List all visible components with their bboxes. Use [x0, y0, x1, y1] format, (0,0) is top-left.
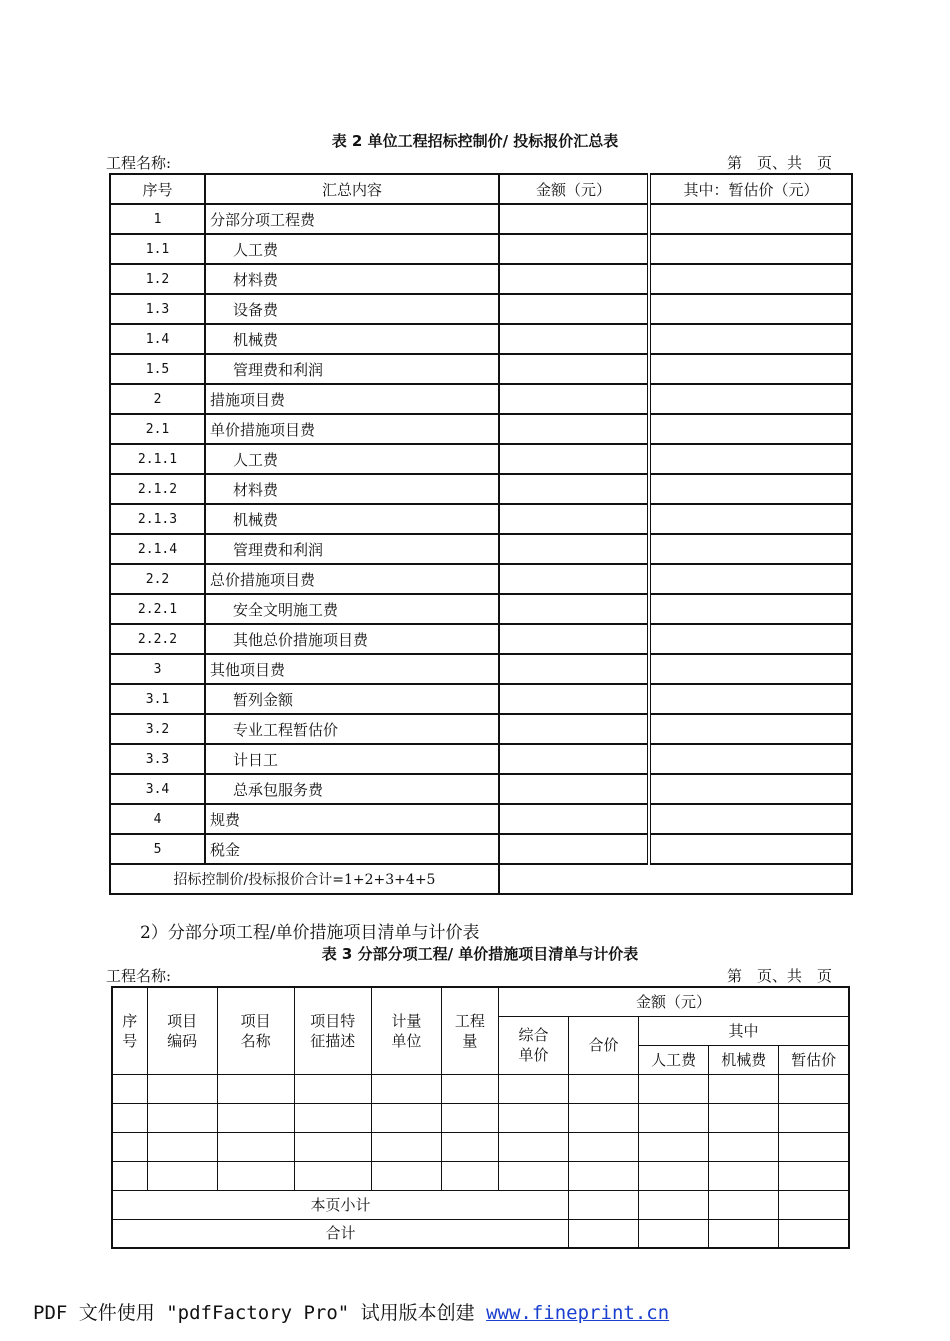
row-seq: 1.4: [110, 324, 205, 354]
table-row: [112, 1132, 849, 1161]
row-amount-cell: [499, 744, 649, 774]
empty-cell: [709, 1132, 779, 1161]
table-row: [110, 534, 852, 564]
empty-cell: [709, 1190, 779, 1219]
row-provisional-cell: [649, 744, 852, 774]
empty-cell: [709, 1074, 779, 1103]
row-content: 管理费和利润: [205, 354, 499, 384]
row-content: 材料费: [205, 264, 499, 294]
row-amount-cell: [499, 594, 649, 624]
row-seq: 2.1.1: [110, 444, 205, 474]
table-row: [110, 354, 852, 384]
row-amount-cell: [499, 714, 649, 744]
empty-cell: [441, 1103, 498, 1132]
empty-cell: [709, 1161, 779, 1190]
header-amount: 金额（元）: [499, 174, 649, 204]
row-amount-cell: [499, 834, 649, 864]
row-content: 分部分项工程费: [205, 204, 499, 234]
table-row: [112, 1074, 849, 1103]
empty-cell: [498, 1103, 568, 1132]
empty-cell: [294, 1103, 371, 1132]
row-provisional-cell: [649, 714, 852, 744]
empty-cell: [639, 1103, 709, 1132]
empty-cell: [217, 1161, 294, 1190]
row-seq: 3.2: [110, 714, 205, 744]
total-label: 招标控制价/投标报价合计=1+2+3+4+5: [110, 864, 499, 894]
table-row: [110, 684, 852, 714]
empty-cell: [147, 1132, 217, 1161]
empty-cell: [371, 1161, 441, 1190]
empty-cell: [371, 1132, 441, 1161]
empty-cell: [569, 1132, 639, 1161]
empty-cell: [569, 1190, 639, 1219]
empty-cell: [639, 1132, 709, 1161]
empty-cell: [217, 1074, 294, 1103]
row-seq: 2.1: [110, 414, 205, 444]
row-amount-cell: [499, 354, 649, 384]
row-amount-cell: [499, 204, 649, 234]
row-seq: 5: [110, 834, 205, 864]
empty-cell: [569, 1074, 639, 1103]
subtotal-row: [112, 1190, 849, 1219]
row-content: 总价措施项目费: [205, 564, 499, 594]
row-provisional-cell: [649, 564, 852, 594]
row-amount-cell: [499, 234, 649, 264]
row-provisional-cell: [649, 504, 852, 534]
row-seq: 1.2: [110, 264, 205, 294]
empty-cell: [112, 1074, 147, 1103]
section-heading: 2）分部分项工程/单价措施项目清单与计价表: [140, 923, 480, 943]
row-provisional-cell: [649, 444, 852, 474]
row-provisional-cell: [649, 834, 852, 864]
table-row: [110, 774, 852, 804]
row-seq: 2.1.4: [110, 534, 205, 564]
header-seq: 序号: [110, 174, 205, 204]
row-provisional-cell: [649, 594, 852, 624]
table-row: [110, 804, 852, 834]
row-content: 其他项目费: [205, 654, 499, 684]
row-content: 单价措施项目费: [205, 414, 499, 444]
pricing-table: [111, 986, 850, 1249]
total-row: [110, 864, 852, 894]
row-provisional-cell: [649, 384, 852, 414]
row-provisional-cell: [649, 684, 852, 714]
row-amount-cell: [499, 264, 649, 294]
table-row: [110, 624, 852, 654]
header-content: 汇总内容: [205, 174, 499, 204]
row-seq: 1.3: [110, 294, 205, 324]
table-row: [110, 204, 852, 234]
row-seq: 2.2: [110, 564, 205, 594]
footer-link[interactable]: www.fineprint.cn: [486, 1302, 670, 1324]
row-content: 专业工程暂估价: [205, 714, 499, 744]
row-content: 计日工: [205, 744, 499, 774]
table-row: [110, 234, 852, 264]
row-seq: 4: [110, 804, 205, 834]
empty-cell: [147, 1161, 217, 1190]
header-unit-price: 综合单价: [498, 1016, 568, 1074]
row-seq: 3.3: [110, 744, 205, 774]
empty-cell: [294, 1161, 371, 1190]
empty-cell: [498, 1074, 568, 1103]
header-item-code: 项目编码: [147, 987, 217, 1074]
row-amount-cell: [499, 774, 649, 804]
empty-cell: [639, 1219, 709, 1248]
table3-title: 表 3 分部分项工程/ 单价措施项目清单与计价表: [321, 945, 639, 963]
row-amount-cell: [499, 444, 649, 474]
table-row: [110, 294, 852, 324]
row-amount-cell: [499, 564, 649, 594]
table2-project-label: 工程名称:: [106, 154, 172, 172]
header-provisional: 暂估价: [779, 1045, 849, 1074]
table-row: [110, 714, 852, 744]
row-provisional-cell: [649, 774, 852, 804]
empty-cell: [569, 1219, 639, 1248]
row-amount-cell: [499, 294, 649, 324]
empty-cell: [112, 1132, 147, 1161]
row-seq: 2: [110, 384, 205, 414]
header-amount: 金额（元）: [498, 987, 849, 1016]
row-content: 措施项目费: [205, 384, 499, 414]
header-of-which: 其中: [639, 1016, 849, 1045]
empty-cell: [217, 1103, 294, 1132]
table2-page-label: 第 页、共 页: [727, 154, 833, 172]
total-row-label: 合计: [112, 1219, 569, 1248]
row-provisional-cell: [649, 294, 852, 324]
table-row: [112, 1103, 849, 1132]
row-amount-cell: [499, 384, 649, 414]
row-provisional-cell: [649, 324, 852, 354]
table-row: [110, 444, 852, 474]
row-content: 规费: [205, 804, 499, 834]
row-provisional-cell: [649, 534, 852, 564]
footer-text: PDF 文件使用 "pdfFactory Pro" 试用版本创建: [33, 1302, 487, 1324]
empty-cell: [441, 1161, 498, 1190]
row-provisional-cell: [649, 204, 852, 234]
row-amount-cell: [499, 804, 649, 834]
row-content: 人工费: [205, 234, 499, 264]
summary-table: [109, 173, 853, 895]
empty-cell: [441, 1074, 498, 1103]
row-content: 人工费: [205, 444, 499, 474]
empty-cell: [569, 1103, 639, 1132]
table-row: [110, 504, 852, 534]
table-row: [110, 744, 852, 774]
row-seq: 1.1: [110, 234, 205, 264]
row-seq: 1: [110, 204, 205, 234]
table3-project-label: 工程名称:: [106, 967, 172, 985]
row-amount-cell: [499, 414, 649, 444]
row-seq: 2.2.1: [110, 594, 205, 624]
table-row: [110, 564, 852, 594]
row-provisional-cell: [649, 804, 852, 834]
total-row: [112, 1219, 849, 1248]
empty-cell: [498, 1161, 568, 1190]
row-provisional-cell: [649, 474, 852, 504]
row-amount-cell: [499, 684, 649, 714]
row-content: 暂列金额: [205, 684, 499, 714]
row-seq: 2.2.2: [110, 624, 205, 654]
header-provisional: 其中：暂估价（元）: [649, 174, 852, 204]
header-seq: 序号: [112, 987, 147, 1074]
row-seq: 3.1: [110, 684, 205, 714]
row-provisional-cell: [649, 234, 852, 264]
empty-cell: [779, 1103, 849, 1132]
empty-cell: [779, 1161, 849, 1190]
table-row: [110, 324, 852, 354]
empty-cell: [112, 1103, 147, 1132]
row-amount-cell: [499, 624, 649, 654]
empty-cell: [639, 1161, 709, 1190]
empty-cell: [779, 1219, 849, 1248]
row-amount-cell: [499, 534, 649, 564]
header-quantity: 工程量: [441, 987, 498, 1074]
header-unit: 计量单位: [371, 987, 441, 1074]
empty-cell: [371, 1103, 441, 1132]
row-amount-cell: [499, 474, 649, 504]
pdf-footer: [33, 1298, 669, 1325]
empty-cell: [147, 1103, 217, 1132]
row-amount-cell: [499, 654, 649, 684]
table-row: [112, 1161, 849, 1190]
table-row: [110, 474, 852, 504]
empty-cell: [147, 1074, 217, 1103]
table-row: [110, 384, 852, 414]
empty-cell: [112, 1161, 147, 1190]
row-content: 其他总价措施项目费: [205, 624, 499, 654]
row-provisional-cell: [649, 624, 852, 654]
row-provisional-cell: [649, 654, 852, 684]
empty-cell: [709, 1219, 779, 1248]
row-content: 机械费: [205, 504, 499, 534]
table-row: [110, 414, 852, 444]
empty-cell: [294, 1074, 371, 1103]
empty-cell: [217, 1132, 294, 1161]
table-row: [110, 654, 852, 684]
row-seq: 2.1.3: [110, 504, 205, 534]
header-item-name: 项目名称: [217, 987, 294, 1074]
header-item-desc: 项目特征描述: [294, 987, 371, 1074]
header-labor: 人工费: [639, 1045, 709, 1074]
row-amount-cell: [499, 324, 649, 354]
empty-cell: [639, 1190, 709, 1219]
table-row: [110, 834, 852, 864]
row-seq: 1.5: [110, 354, 205, 384]
row-content: 材料费: [205, 474, 499, 504]
row-seq: 2.1.2: [110, 474, 205, 504]
table2-title: 表 2 单位工程招标控制价/ 投标报价汇总表: [331, 132, 619, 150]
row-amount-cell: [499, 504, 649, 534]
subtotal-row-label: 本页小计: [112, 1190, 569, 1219]
total-value-cell: [499, 864, 852, 894]
empty-cell: [639, 1074, 709, 1103]
header-machine: 机械费: [709, 1045, 779, 1074]
row-content: 税金: [205, 834, 499, 864]
summary-table-header: [110, 174, 852, 204]
empty-cell: [779, 1190, 849, 1219]
empty-cell: [441, 1132, 498, 1161]
empty-cell: [569, 1161, 639, 1190]
row-content: 设备费: [205, 294, 499, 324]
empty-cell: [779, 1074, 849, 1103]
row-seq: 3: [110, 654, 205, 684]
table3-page-label: 第 页、共 页: [727, 967, 833, 985]
empty-cell: [294, 1132, 371, 1161]
row-provisional-cell: [649, 354, 852, 384]
row-content: 安全文明施工费: [205, 594, 499, 624]
row-content: 管理费和利润: [205, 534, 499, 564]
header-total-price: 合价: [569, 1016, 639, 1074]
empty-cell: [709, 1103, 779, 1132]
row-content: 机械费: [205, 324, 499, 354]
table-row: [110, 264, 852, 294]
empty-cell: [779, 1132, 849, 1161]
row-provisional-cell: [649, 264, 852, 294]
table-row: [110, 594, 852, 624]
row-seq: 3.4: [110, 774, 205, 804]
row-provisional-cell: [649, 414, 852, 444]
empty-cell: [371, 1074, 441, 1103]
row-content: 总承包服务费: [205, 774, 499, 804]
empty-cell: [498, 1132, 568, 1161]
